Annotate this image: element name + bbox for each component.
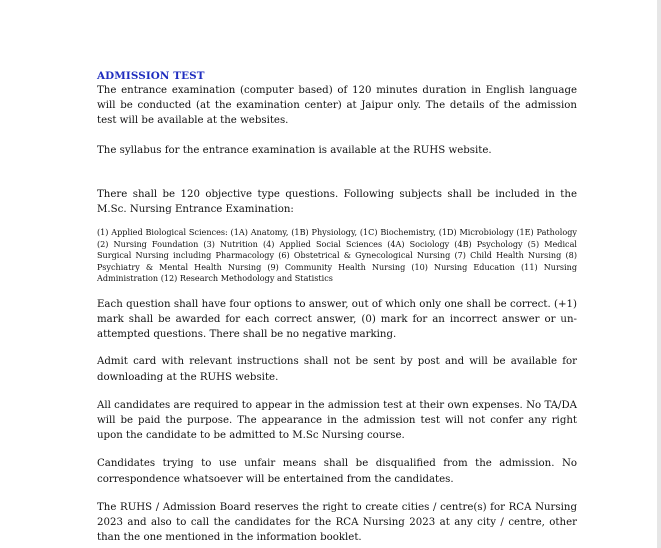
paragraph-expenses: All candidates are required to appear in the admission test at their own expenses. No TA/DA will be paid the purpose. The appearance in the admission test will not confer any right upon the candidate to be admitted to M.Sc Nursing course. xyxy=(97,399,577,442)
document-content xyxy=(97,70,577,545)
paragraph-syllabus: The syllabus for the entrance examination is available at the RUHS website. xyxy=(97,144,492,156)
section-heading: ADMISSION TEST xyxy=(97,70,205,82)
paragraph-unfair-means: Candidates trying to use unfair means shall be disqualified from the admission. No correspondence whatsoever will be entertained from the candidates. xyxy=(97,458,577,485)
page-edge-divider xyxy=(657,0,661,548)
paragraph-admit-card: Admit card with relevant instructions shall not be sent by post and will be available for downloading at the RUHS website. xyxy=(97,356,577,383)
paragraph-admission-board: The RUHS / Admission Board reserves the right to create cities / centre(s) for RCA Nursing 2023 and also to call the candidates for the RCA Nursing 2023 at any city / centre, other than the one mentioned in the information booklet. xyxy=(97,501,577,544)
paragraph-subject-list: (1) Applied Biological Sciences: (1A) Anatomy, (1B) Physiology, (1C) Biochemistry, (1D) Microbiology (1E) Pathology (2) Nursing Foundation (3) Nutrition (4) Applied Social Sciences (4A) Sociology (4B) Psychology (5) Medical Surgical Nursing including Pharmacology (6) Obstetrical & Gynecological Nursing (7) Child Health Nursing (8) Psychiatry & Mental Health Nursing (9) Community Health Nursing (10) Nursing Education (11) Nursing Administration (12) Research Methodology and Statistics xyxy=(97,227,577,284)
paragraph-question-count: There shall be 120 objective type questions. Following subjects shall be included in the M.Sc. Nursing Entrance Examination: xyxy=(97,188,577,216)
paragraph-marking-scheme: Each question shall have four options to answer, out of which only one shall be correct. (+1) mark shall be awarded for each correct answer, (0) mark for an incorrect answer or un-attempted questions. There shall be no negative marking. xyxy=(97,298,577,341)
paragraph-exam-details: The entrance examination (computer based) of 120 minutes duration in English language will be conducted (at the examination center) at Jaipur only. The details of the admission test will be available at the websites. xyxy=(97,85,577,127)
